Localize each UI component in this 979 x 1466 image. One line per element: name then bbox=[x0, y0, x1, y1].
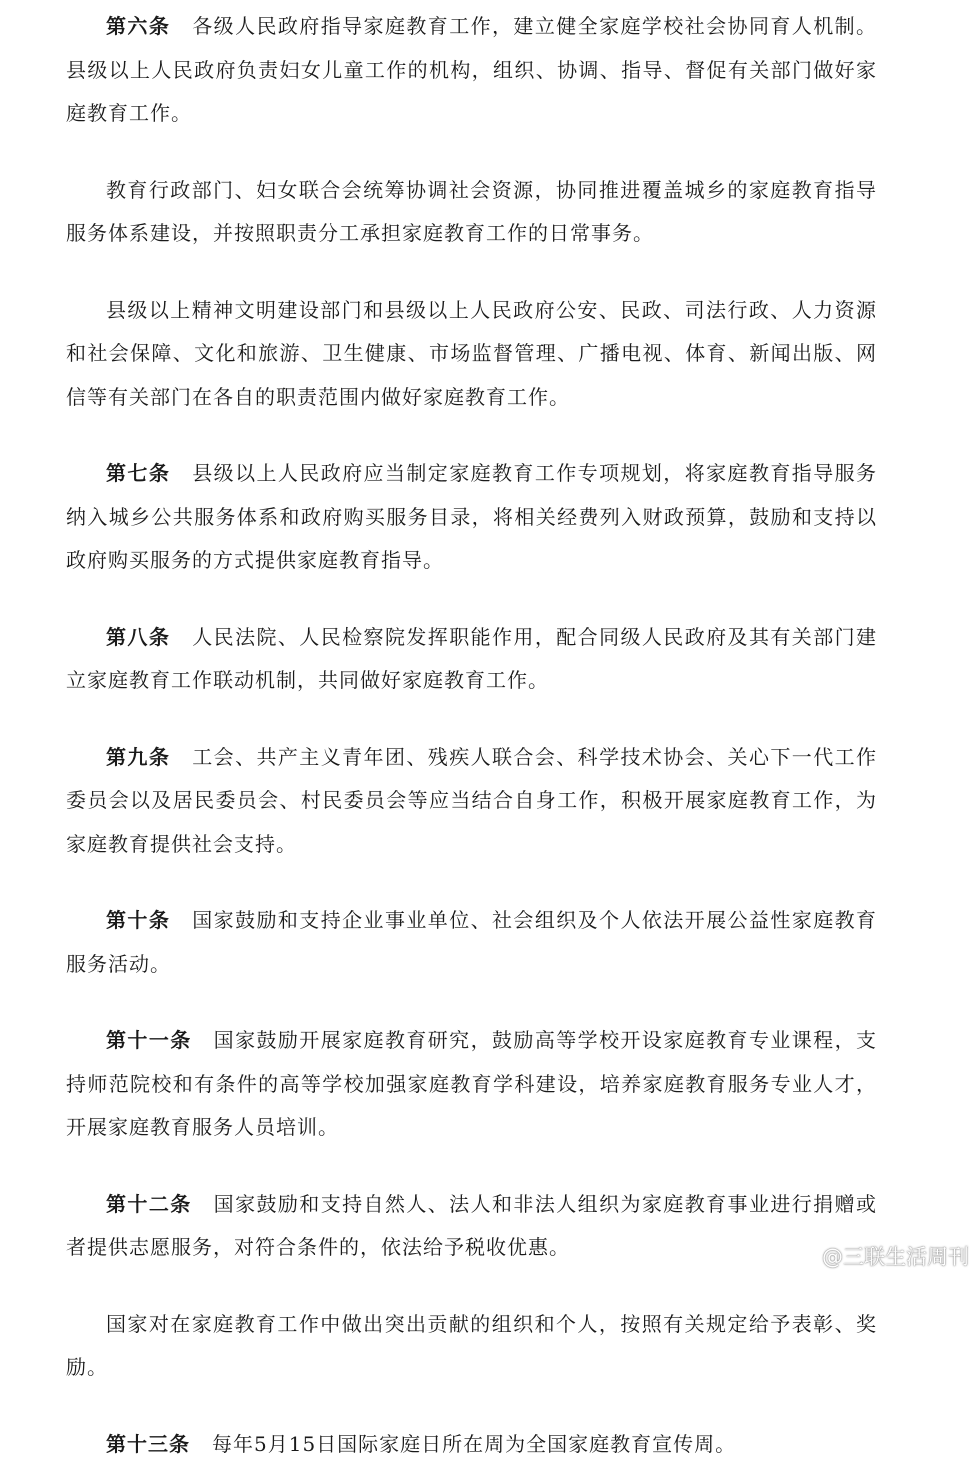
paragraph-text: 国家鼓励和支持企业事业单位、社会组织及个人依法开展公益性家庭教育服务活动。 bbox=[66, 908, 877, 976]
weibo-watermark bbox=[786, 1239, 969, 1273]
weibo-icon bbox=[786, 1243, 816, 1269]
paragraph-article-6-part-3 bbox=[66, 289, 877, 420]
paragraph-article-11 bbox=[66, 1019, 877, 1150]
paragraph-article-12 bbox=[66, 1183, 877, 1270]
article-number: 第十一条 bbox=[106, 1028, 192, 1052]
paragraph-text: 国家鼓励和支持自然人、法人和非法人组织为家庭教育事业进行捐赠或者提供志愿服务，对符合条件的，依法给予税收优惠。 bbox=[66, 1192, 877, 1260]
paragraph-article-7 bbox=[66, 452, 877, 583]
article-number: 第十条 bbox=[106, 908, 170, 932]
article-number: 第六条 bbox=[106, 14, 170, 38]
paragraph-article-6 bbox=[66, 5, 877, 136]
paragraph-article-13 bbox=[66, 1423, 877, 1466]
paragraph-article-6-part-2 bbox=[66, 169, 877, 256]
article-number: 第七条 bbox=[106, 461, 170, 485]
article-number: 第十二条 bbox=[106, 1192, 192, 1216]
article-number: 第九条 bbox=[106, 745, 170, 769]
paragraph-article-10 bbox=[66, 899, 877, 986]
paragraph-text: 各级人民政府指导家庭教育工作，建立健全家庭学校社会协同育人机制。县级以上人民政府负责妇女儿童工作的机构，组织、协调、指导、督促有关部门做好家庭教育工作。 bbox=[66, 14, 877, 125]
paragraph-text: 国家鼓励开展家庭教育研究，鼓励高等学校开设家庭教育专业课程，支持师范院校和有条件的高等学校加强家庭教育学科建设，培养家庭教育服务专业人才，开展家庭教育服务人员培训。 bbox=[66, 1028, 877, 1139]
paragraph-text: 人民法院、人民检察院发挥职能作用，配合同级人民政府及其有关部门建立家庭教育工作联动机制，共同做好家庭教育工作。 bbox=[66, 625, 877, 693]
article-number: 第十三条 bbox=[106, 1432, 190, 1456]
paragraph-text: 县级以上人民政府应当制定家庭教育工作专项规划，将家庭教育指导服务纳入城乡公共服务体系和政府购买服务目录，将相关经费列入财政预算，鼓励和支持以政府购买服务的方式提供家庭教育指导。 bbox=[66, 461, 877, 572]
paragraph-article-12-part-2 bbox=[66, 1303, 877, 1390]
watermark-text: @三联生活周刊 bbox=[822, 1241, 969, 1271]
paragraph-text: 工会、共产主义青年团、残疾人联合会、科学技术协会、关心下一代工作委员会以及居民委员会、村民委员会等应当结合自身工作，积极开展家庭教育工作，为家庭教育提供社会支持。 bbox=[66, 745, 877, 856]
article-number: 第八条 bbox=[106, 625, 170, 649]
paragraph-text: 教育行政部门、妇女联合会统筹协调社会资源，协同推进覆盖城乡的家庭教育指导服务体系建设，并按照职责分工承担家庭教育工作的日常事务。 bbox=[66, 178, 877, 246]
paragraph-text: 县级以上精神文明建设部门和县级以上人民政府公安、民政、司法行政、人力资源和社会保障、文化和旅游、卫生健康、市场监督管理、广播电视、体育、新闻出版、网信等有关部门在各自的职责范围内做好家庭教育工作。 bbox=[66, 298, 877, 409]
paragraph-article-9 bbox=[66, 736, 877, 867]
paragraph-text: 每年5月15日国际家庭日所在周为全国家庭教育宣传周。 bbox=[212, 1432, 736, 1456]
paragraph-article-8 bbox=[66, 616, 877, 703]
paragraph-text: 国家对在家庭教育工作中做出突出贡献的组织和个人，按照有关规定给予表彰、奖励。 bbox=[66, 1312, 877, 1380]
